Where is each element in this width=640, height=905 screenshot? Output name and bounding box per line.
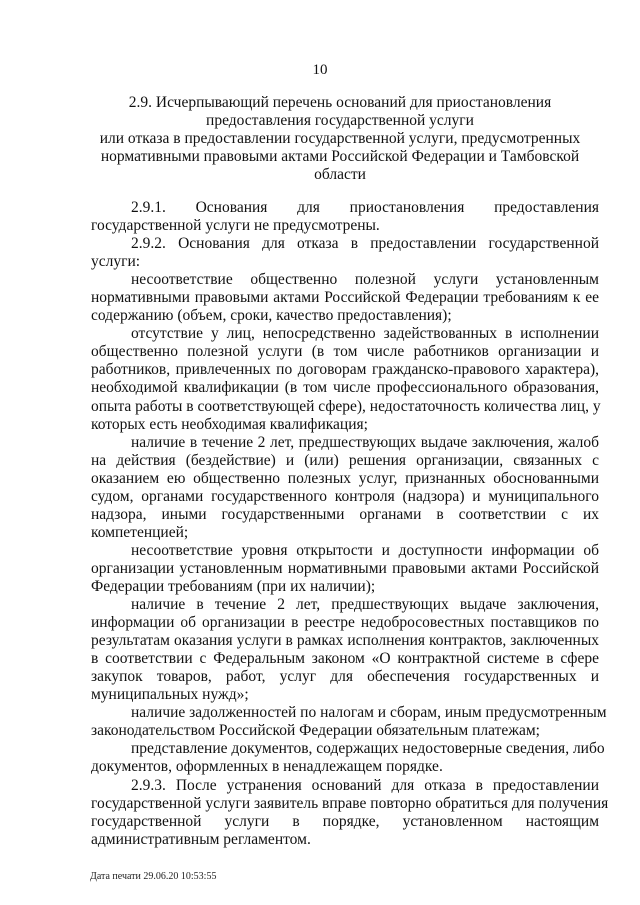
paragraph-line: судом, органами государственного контроля (надзора) и муниципального [91,487,599,505]
paragraph [91,542,599,596]
paragraph-line: закупок товаров, работ, услуг для обеспечения государственных и [91,668,599,686]
paragraph-line: муниципальных нужд»; [91,686,249,704]
heading-line: предоставления государственной услуги [206,112,474,129]
paragraph-line: отсутствие у лиц, непосредственно задействованных в исполнении [131,325,599,343]
paragraph-line: услуги: [91,253,141,271]
heading-line: 2.9. Исчерпывающий перечень оснований для приостановления [128,94,552,111]
paragraph-line: оказанием ею общественно полезных услуг, признанных обоснованными [91,469,599,487]
paragraph [91,235,599,271]
paragraph-line: результатам оказания услуги в рамках исполнения контрактов, заключенных [91,632,599,650]
paragraph-line: наличие задолженностей по налогам и сборам, иным предусмотренным [131,704,607,722]
paragraph [91,740,605,776]
paragraph-line: 2.9.2. Основания для отказа в предоставлении государственной [131,235,599,253]
paragraph-line: информации об организации в реестре недобросовестных поставщиков по [91,614,599,632]
heading-line: нормативными правовыми актами Российской Федерации и Тамбовской [100,148,580,165]
document-body [91,199,609,849]
paragraph-line: необходимой квалификации (в том числе профессионального образования, [91,379,599,397]
paragraph-line: работников, привлеченных по договорам гражданско-правового характера), [91,361,599,379]
paragraph-line: представление документов, содержащих недостоверные сведения, либо [131,740,605,758]
paragraph [91,271,599,325]
paragraph-line: 2.9.3. После устранения оснований для отказа в предоставлении [131,776,599,794]
heading-line: или отказа в предоставлении государственной услуги, предусмотренных [99,130,581,147]
paragraph-line: нормативными правовыми актами Российской Федерации требованиям к ее [91,289,599,307]
paragraph [91,325,599,433]
paragraph-line: государственной услуги заявитель вправе повторно обратиться для получения [91,794,609,812]
paragraph [91,199,599,235]
paragraph-line: Федерации требованиям (при их наличии); [91,577,376,595]
print-date-footer: Дата печати 29.06.20 10:53:55 [90,871,217,882]
paragraph-line: надзора, иными государственными органами в соответствии с их [91,505,599,523]
paragraph-line: организации установленным нормативными правовыми актами Российской [91,559,599,577]
paragraph-line: на действия (бездействие) и (или) решения организации, связанных с [91,451,599,469]
paragraph-line: в соответствии с Федеральным законом «О контрактной системе в сфере [91,650,599,668]
paragraph [91,434,599,542]
paragraph-line: общественно полезной услуги (в том числе работников организации и [91,343,599,361]
paragraph-line: несоответствие уровня открытости и доступности информации об [131,541,599,559]
paragraph-line: наличие в течение 2 лет, предшествующих выдаче заключения, [131,596,599,614]
paragraph-line: компетенцией; [91,523,189,541]
paragraph-line: государственной услуги в порядке, установленном настоящим [91,812,599,830]
paragraph [91,596,599,704]
paragraph-line: содержанию (объем, сроки, качество предоставления); [91,307,452,325]
paragraph [91,776,609,849]
page-number: 10 [312,62,328,78]
heading-line: области [314,166,366,183]
paragraph-line: несоответствие общественно полезной услуги установленным [131,271,599,289]
paragraph-line: административным регламентом. [91,830,311,848]
paragraph-line: законодательством Российской Федерации обязательным платежам; [91,722,540,740]
section-heading [90,94,590,184]
paragraph [91,704,607,740]
paragraph-line: наличие в течение 2 лет, предшествующих выдаче заключения, жалоб [131,433,599,451]
paragraph-line: 2.9.1. Основания для приостановления предоставления [131,199,599,216]
paragraph-line: государственной услуги не предусмотрены. [91,217,380,235]
paragraph-line: опыта работы в соответствующей сфере), недостаточность количества лиц, у [91,397,601,415]
paragraph-line: документов, оформленных в ненадлежащем порядке. [91,758,443,776]
paragraph-line: которых есть необходимая квалификация; [91,415,368,433]
